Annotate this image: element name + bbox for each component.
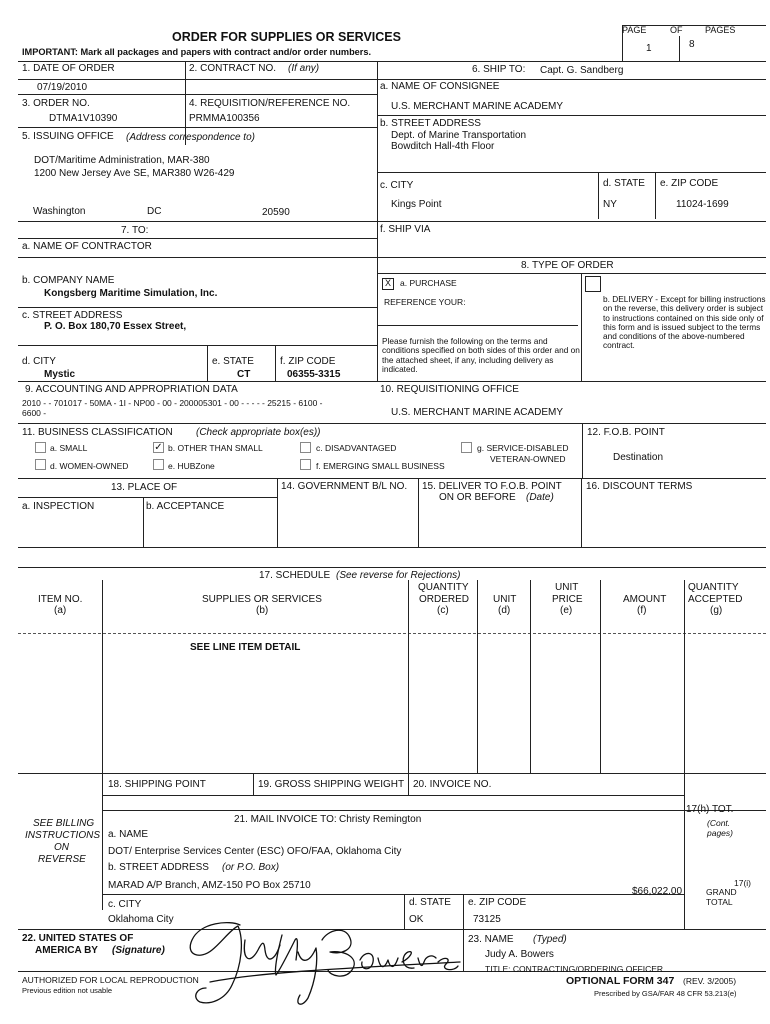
ship-to-label: 6. SHIP TO: xyxy=(472,64,526,75)
billing-note-4: REVERSE xyxy=(38,854,86,865)
to-label: 7. TO: xyxy=(121,225,149,236)
place-of-label: 13. PLACE OF xyxy=(111,482,178,493)
ship-city: Kings Point xyxy=(391,199,442,210)
government-bl-label: 14. GOVERNMENT B/L NO. xyxy=(281,481,408,492)
col-quantity-ordered-1: QUANTITY xyxy=(418,582,469,593)
col-amount-sub: (f) xyxy=(637,605,647,616)
grand-total-amount: $66,022.00 xyxy=(632,886,683,897)
signature-label-note: (Signature) xyxy=(112,945,165,956)
col-quantity-accepted-sub: (g) xyxy=(710,605,723,616)
col-quantity-ordered-2: ORDERED xyxy=(419,594,470,605)
issuing-office-note: (Address correspondence to) xyxy=(126,132,255,143)
grand-total-label-1: GRAND xyxy=(706,887,737,897)
billing-note-2: INSTRUCTIONS xyxy=(25,830,100,841)
requisition-no: PRMMA100356 xyxy=(189,113,260,124)
name-label: 23. NAME xyxy=(468,934,514,945)
contractor-zip: 06355-3315 xyxy=(287,369,341,380)
issuing-zip: 20590 xyxy=(262,207,290,218)
issuing-line-1: DOT/Maritime Administration, MAR-380 xyxy=(34,155,210,166)
name-note: (Typed) xyxy=(533,934,567,945)
veteran-owned-label-1: g. SERVICE-DISABLED xyxy=(477,443,569,453)
inspection-label: a. INSPECTION xyxy=(22,501,95,512)
col-supplies: SUPPLIES OR SERVICES xyxy=(202,594,322,605)
deliver-to-date-note: (Date) xyxy=(526,492,554,503)
issuing-city: Washington xyxy=(33,206,86,217)
issuing-office-label: 5. ISSUING OFFICE xyxy=(22,131,114,142)
grand-total-code: 17(i) xyxy=(734,878,752,888)
form-number: OPTIONAL FORM 347 xyxy=(566,975,675,987)
authorized-reproduction: AUTHORIZED FOR LOCAL REPRODUCTION xyxy=(22,975,199,985)
ship-zip-label: e. ZIP CODE xyxy=(660,178,719,189)
signer-title: TITLE: CONTRACTING/ORDERING OFFICER xyxy=(485,964,664,974)
issuing-line-2: 1200 New Jersey Ave SE, MAR380 W26-429 xyxy=(34,168,235,179)
ship-state-label: d. STATE xyxy=(603,178,645,189)
pages-label: PAGES xyxy=(705,25,736,35)
invoice-street: MARAD A/P Branch, AMZ-150 PO Box 25710 xyxy=(108,880,311,891)
other-than-small-checkbox[interactable] xyxy=(153,442,164,453)
disadvantaged-checkbox[interactable] xyxy=(300,442,311,453)
invoice-no-label: 20. INVOICE NO. xyxy=(413,779,492,790)
type-of-order-label: 8. TYPE OF ORDER xyxy=(521,260,614,271)
contractor-name-label: a. NAME OF CONTRACTOR xyxy=(22,241,152,252)
page-number: 1 xyxy=(646,43,652,54)
contractor-street-label: c. STREET ADDRESS xyxy=(22,310,123,321)
col-unit: UNIT xyxy=(493,594,517,605)
consignee-label: a. NAME OF CONSIGNEE xyxy=(380,81,500,92)
fob-value: Destination xyxy=(613,452,664,463)
issuing-state: DC xyxy=(147,206,162,217)
hubzone-label: e. HUBZone xyxy=(168,461,215,471)
contractor-street: P. O. Box 180,70 Essex Street, xyxy=(44,321,187,332)
billing-note-3: ON xyxy=(54,842,69,853)
total-label: 17(h) TOT. xyxy=(686,804,734,815)
line-item-detail: SEE LINE ITEM DETAIL xyxy=(190,642,301,653)
company-name-label: b. COMPANY NAME xyxy=(22,275,115,286)
purchase-text: Please furnish the following on the terms and conditions specified on both sides of this order and on the attached sheet, if any, including delivery as indicated. xyxy=(382,336,580,374)
delivery-checkbox[interactable] xyxy=(585,276,601,292)
ship-state: NY xyxy=(603,199,617,210)
invoice-street-note: (or P.O. Box) xyxy=(222,862,280,873)
form-revision: (REV. 3/2005) xyxy=(683,976,737,986)
contractor-state: CT xyxy=(237,369,251,380)
pages-count: 8 xyxy=(689,39,695,50)
form-title: ORDER FOR SUPPLIES OR SERVICES xyxy=(172,30,401,44)
hubzone-checkbox[interactable] xyxy=(153,459,164,470)
reference-label: REFERENCE YOUR: xyxy=(384,297,466,307)
col-supplies-sub: (b) xyxy=(256,605,269,616)
mail-invoice-label: 21. MAIL INVOICE TO: xyxy=(234,814,337,825)
total-cont-1: (Cont. xyxy=(707,818,731,828)
contractor-state-label: e. STATE xyxy=(212,356,254,367)
contractor-zip-label: f. ZIP CODE xyxy=(280,356,336,367)
requisitioning-office: U.S. MERCHANT MARINE ACADEMY xyxy=(391,407,564,418)
of-label: OF xyxy=(670,25,683,35)
acceptance-label: b. ACCEPTANCE xyxy=(146,501,225,512)
invoice-city: Oklahoma City xyxy=(108,914,174,925)
ship-street-1: Dept. of Marine Transportation xyxy=(391,130,527,141)
invoice-name-label: a. NAME xyxy=(108,829,149,840)
important-note: IMPORTANT: Mark all packages and papers with contract and/or order numbers. xyxy=(22,47,372,57)
signer-name: Judy A. Bowers xyxy=(485,949,554,960)
previous-edition-note: Previous edition not usable xyxy=(22,986,113,995)
other-than-small-label: b. OTHER THAN SMALL xyxy=(168,443,263,453)
handwritten-signature xyxy=(170,910,470,1015)
schedule-label: 17. SCHEDULE xyxy=(259,570,331,581)
col-quantity-accepted-2: ACCEPTED xyxy=(688,594,743,605)
col-unit-price-2: PRICE xyxy=(552,594,583,605)
veteran-owned-label-2: VETERAN-OWNED xyxy=(490,454,566,464)
date-of-order-label: 1. DATE OF ORDER xyxy=(22,63,115,74)
delivery-text: b. DELIVERY - Except for billing instructions on the reverse, this delivery order is subject to instructions contained on this side only of this form and is issued subject to the terms and conditions of the above-numbered contract. xyxy=(603,294,766,351)
page-label: PAGE xyxy=(622,25,647,35)
disadvantaged-label: c. DISADVANTAGED xyxy=(316,443,397,453)
col-unit-price-sub: (e) xyxy=(560,605,573,616)
mail-invoice-to: Christy Remington xyxy=(339,814,422,825)
small-checkbox[interactable] xyxy=(35,442,46,453)
women-owned-checkbox[interactable] xyxy=(35,459,46,470)
col-amount: AMOUNT xyxy=(623,594,667,605)
requisition-label: 4. REQUISITION/REFERENCE NO. xyxy=(189,98,351,109)
grand-total-label-2: TOTAL xyxy=(706,897,733,907)
emerging-small-business-label: f. EMERGING SMALL BUSINESS xyxy=(316,461,445,471)
col-unit-price-1: UNIT xyxy=(555,582,579,593)
order-no-label: 3. ORDER NO. xyxy=(22,98,90,109)
fob-label: 12. F.O.B. POINT xyxy=(587,427,665,438)
appropriation-line-1: 2010 - - 701017 - 50MA - 1I - NP00 - 00 - 200005301 - 00 - - - - - 25215 - 6100 - xyxy=(22,398,323,408)
contract-no-note: (If any) xyxy=(288,63,320,74)
shipping-point-label: 18. SHIPPING POINT xyxy=(108,779,206,790)
contractor-city: Mystic xyxy=(44,369,76,380)
veteran-owned-checkbox[interactable] xyxy=(461,442,472,453)
ship-street-label: b. STREET ADDRESS xyxy=(380,118,481,129)
ship-via-label: f. SHIP VIA xyxy=(380,224,431,235)
signature-label-1: 22. UNITED STATES OF xyxy=(22,933,134,944)
invoice-state: OK xyxy=(409,914,424,925)
invoice-zip-label: e. ZIP CODE xyxy=(468,897,527,908)
discount-terms-label: 16. DISCOUNT TERMS xyxy=(586,481,693,492)
ship-street-2: Bowditch Hall-4th Floor xyxy=(391,141,495,152)
total-cont-2: pages) xyxy=(707,828,733,838)
contract-no-label: 2. CONTRACT NO. xyxy=(189,63,277,74)
invoice-state-label: d. STATE xyxy=(409,897,451,908)
deliver-to-label-1: 15. DELIVER TO F.O.B. POINT xyxy=(422,481,562,492)
invoice-city-label: c. CITY xyxy=(108,899,142,910)
requisitioning-office-label: 10. REQUISITIONING OFFICE xyxy=(380,384,519,395)
prescribed-by: Prescribed by GSA/FAR 48 CFR 53.213(e) xyxy=(594,989,737,998)
invoice-name: DOT/ Enterprise Services Center (ESC) OFO/FAA, Oklahoma City xyxy=(108,846,402,857)
ship-to-attn: Capt. G. Sandberg xyxy=(540,65,624,76)
other-than-small-check-mark: ✓ xyxy=(154,442,163,453)
invoice-street-label: b. STREET ADDRESS xyxy=(108,862,209,873)
small-label: a. SMALL xyxy=(50,443,88,453)
date-of-order: 07/19/2010 xyxy=(37,82,88,93)
gross-shipping-weight-label: 19. GROSS SHIPPING WEIGHT xyxy=(258,779,405,790)
col-unit-sub: (d) xyxy=(498,605,511,616)
order-no: DTMA1V10390 xyxy=(49,113,118,124)
purchase-check-mark: X xyxy=(384,278,391,288)
purchase-checkbox[interactable] xyxy=(382,278,394,290)
signature-label-2: AMERICA BY xyxy=(35,945,98,956)
women-owned-label: d. WOMEN-OWNED xyxy=(50,461,129,471)
appropriation-label: 9. ACCOUNTING AND APPROPRIATION DATA xyxy=(25,384,238,395)
billing-note-1: SEE BILLING xyxy=(33,818,95,829)
purchase-label: a. PURCHASE xyxy=(400,278,457,288)
ship-zip: 11024-1699 xyxy=(676,199,729,210)
business-classification-note: (Check appropriate box(es)) xyxy=(196,427,321,438)
contractor-city-label: d. CITY xyxy=(22,356,56,367)
emerging-small-business-checkbox[interactable] xyxy=(300,459,311,470)
ship-city-label: c. CITY xyxy=(380,180,414,191)
appropriation-line-2: 6600 - xyxy=(22,408,47,418)
schedule-note: (See reverse for Rejections) xyxy=(336,570,461,581)
invoice-zip: 73125 xyxy=(473,914,501,925)
company-name: Kongsberg Maritime Simulation, Inc. xyxy=(44,288,218,299)
business-classification-label: 11. BUSINESS CLASSIFICATION xyxy=(22,427,173,438)
col-quantity-accepted-1: QUANTITY xyxy=(688,582,739,593)
col-item-no-sub: (a) xyxy=(54,605,67,616)
col-quantity-ordered-sub: (c) xyxy=(437,605,449,616)
consignee-name: U.S. MERCHANT MARINE ACADEMY xyxy=(391,101,564,112)
col-item-no: ITEM NO. xyxy=(38,594,83,605)
deliver-to-label-2: ON OR BEFORE xyxy=(439,492,516,503)
